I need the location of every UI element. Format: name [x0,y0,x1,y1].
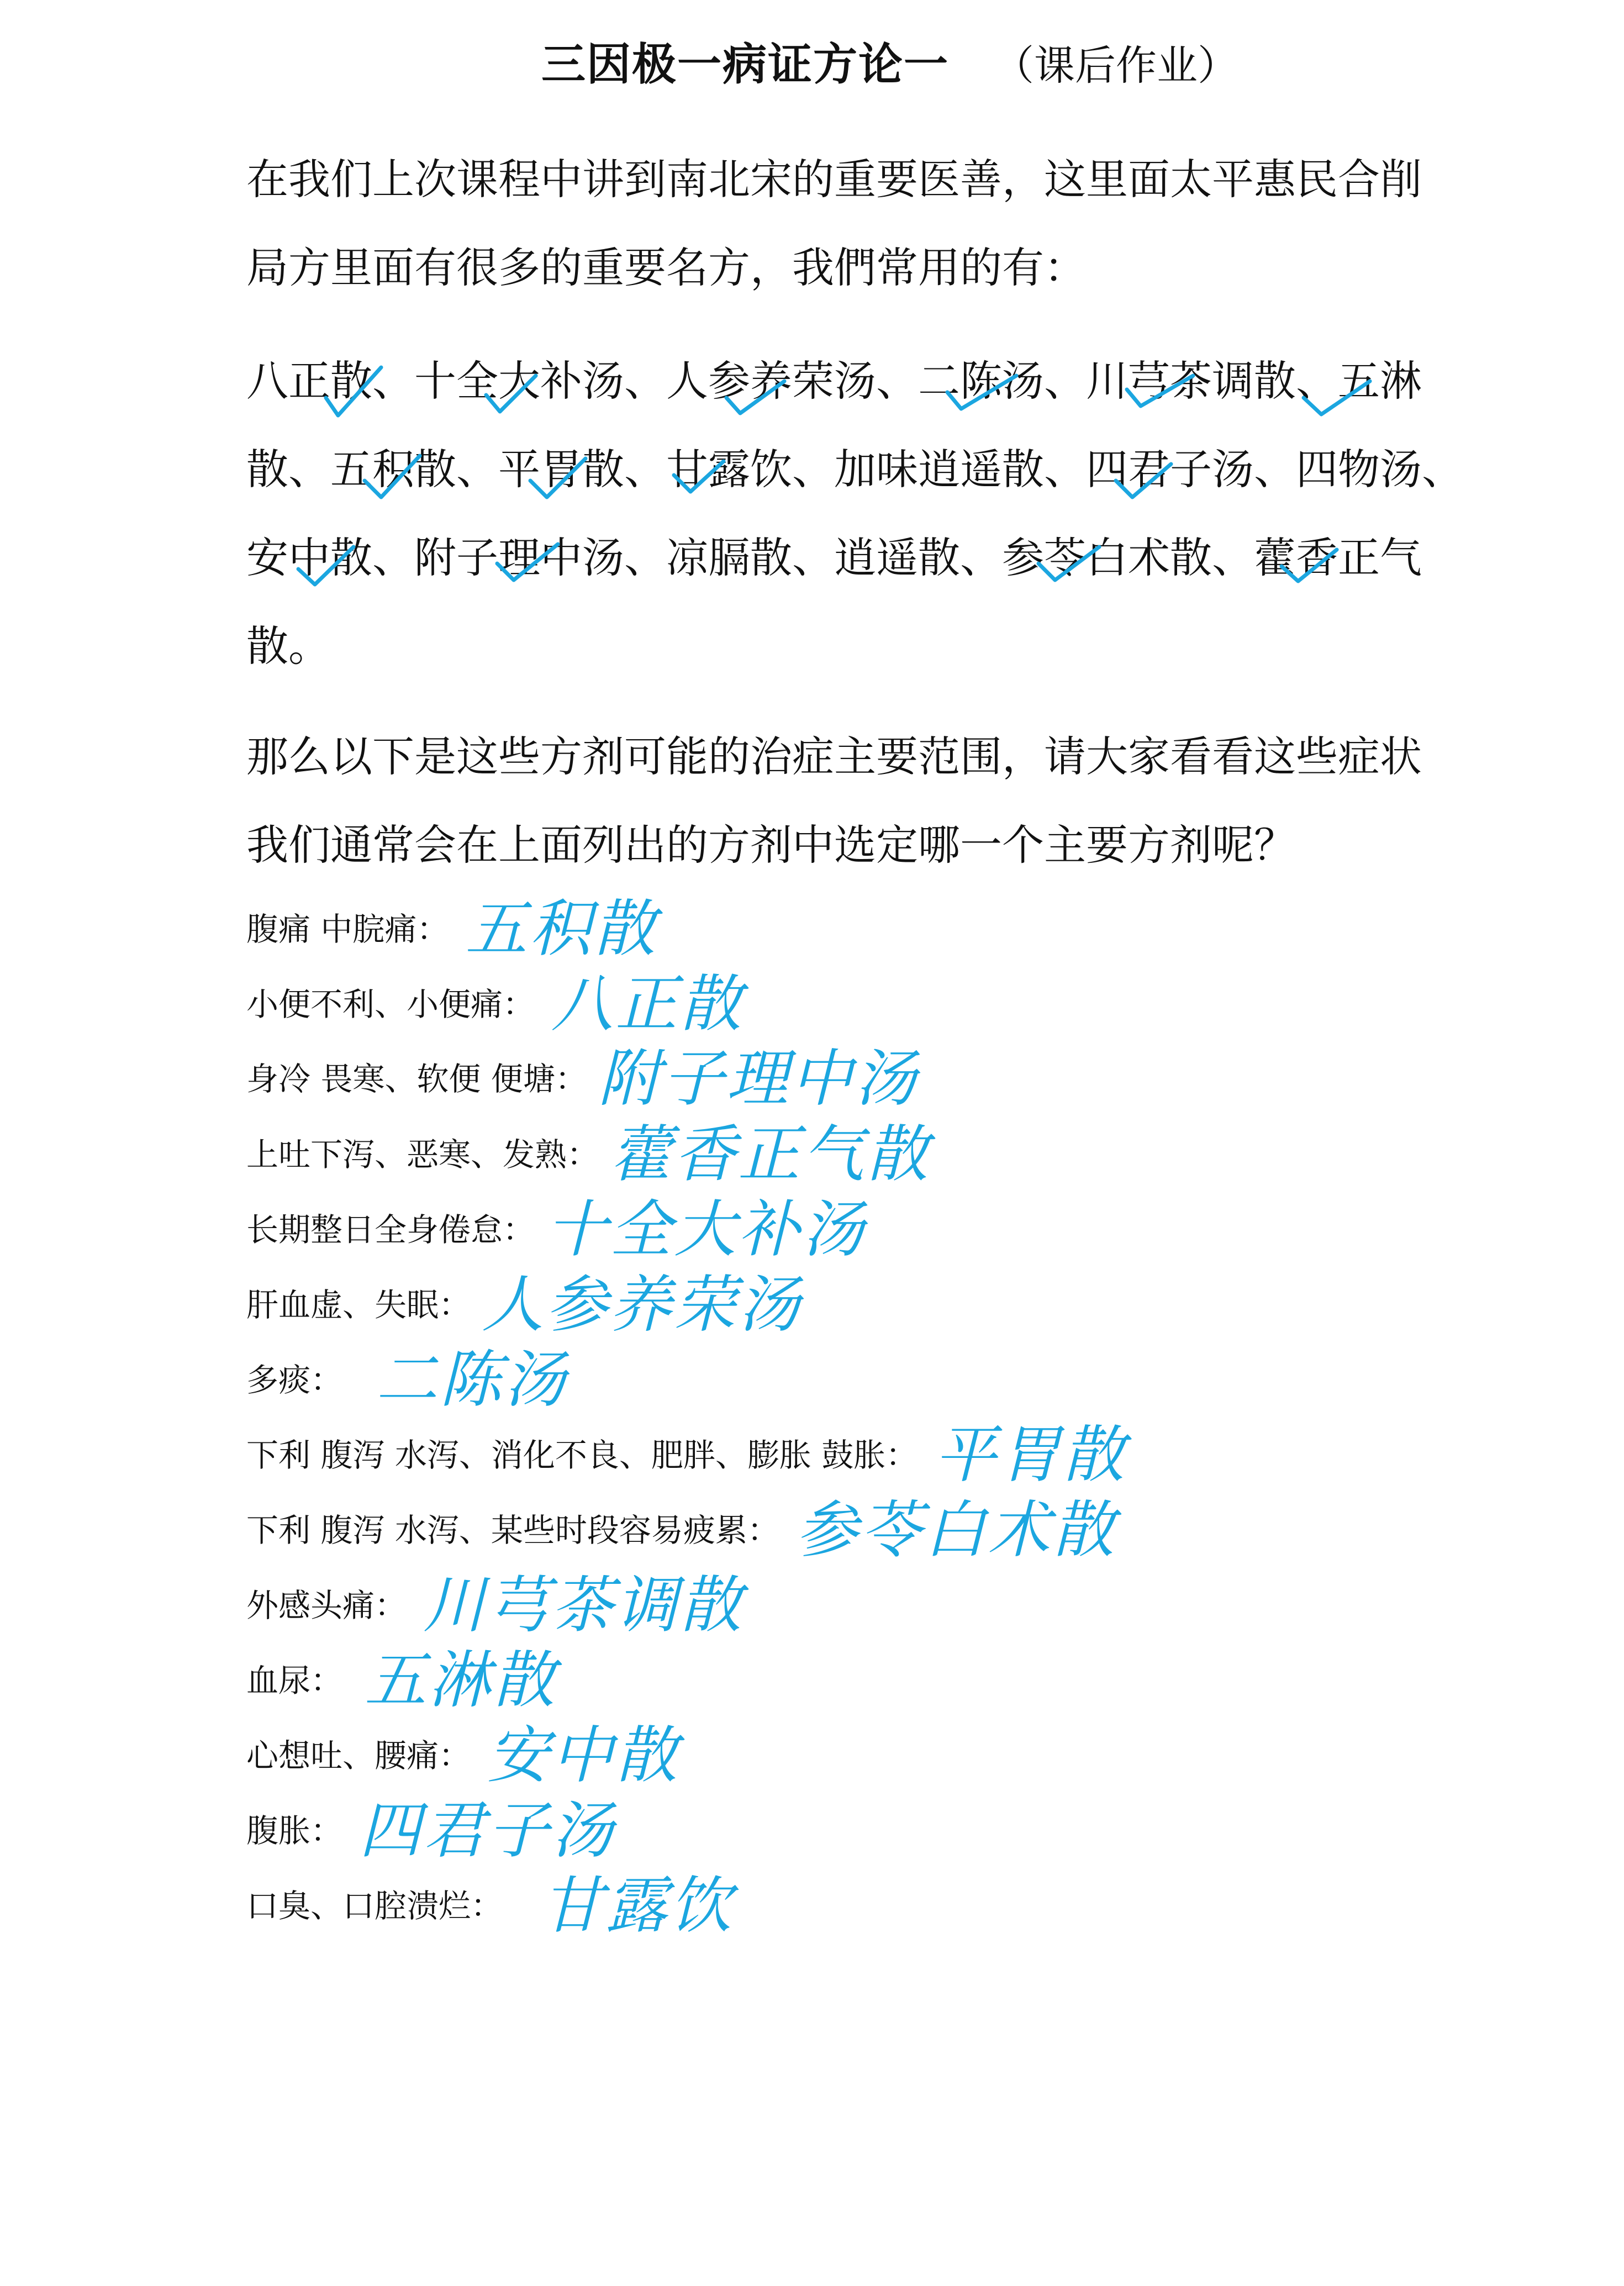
symptom-label: 腹痛 中脘痛： [246,910,449,948]
handwritten-answer: 五积散 [465,893,658,965]
handwritten-answer: 平胃散 [934,1419,1127,1491]
symptom-label: 心想吐、腰痛： [246,1737,471,1774]
symptom-label: 身冷 畏寒、软便 便塘： [246,1060,587,1098]
intro-line: 局方里面有很多的重要名方，我們常用的有： [246,243,1086,292]
formula-list-line: 八正散、十全大补汤、人参养荣汤、二陈汤、川芎茶调散、五淋 [246,356,1422,405]
handwritten-answer: 八正散 [551,968,744,1040]
qa-row [246,1043,1517,1115]
qa-row [246,1569,1517,1641]
formula-list-line: 散、五积散、平胃散、甘露饮、加味逍遥散、四君子汤、四物汤、 [246,445,1464,494]
handwritten-answer: 参苓白术散 [795,1494,1116,1566]
formula-list-line: 散。 [246,621,330,671]
symptom-label: 下利 腹泻 水泻、消化不良、肥胖、膨胀 鼓胀： [246,1436,918,1474]
handwritten-answer: 藿香正气散 [610,1119,931,1191]
symptom-label: 腹胀： [246,1812,343,1850]
symptom-label: 下利 腹泻 水泻、某些时段容易疲累： [246,1511,779,1549]
qa-row [246,1119,1517,1191]
qa-row [246,1419,1517,1491]
question-line: 我们通常会在上面列出的方剂中选定哪一个主要方剂呢？ [246,820,1296,870]
handwritten-answer: 安中散 [487,1720,680,1792]
title-subtitle: （课后作业） [993,42,1238,89]
formula-list-line: 安中散、附子理中汤、凉膈散、逍遥散、参苓白术散、藿香正气 [246,533,1422,582]
symptom-label: 口臭、口腔溃烂： [246,1887,503,1925]
question-paragraph [246,713,1422,889]
formula-list-paragraph [246,337,1464,691]
handwritten-answer: 人参养荣汤 [482,1269,803,1341]
handwritten-answer: 附子理中汤 [598,1043,919,1115]
qa-row [246,1870,1517,1942]
symptom-label: 长期整日全身倦怠： [246,1211,535,1249]
qa-row [246,1795,1517,1867]
intro-line: 在我们上次课程中讲到南北宋的重要医善，这里面太平惠民合削 [246,155,1422,204]
symptom-label: 外感头痛： [246,1587,407,1624]
intro-paragraph [246,135,1422,312]
handwritten-answer: 十全大补汤 [546,1194,867,1266]
qa-row [246,1344,1517,1416]
title-main: 三因极一病证方论一 [541,39,949,90]
qa-row [246,1494,1517,1566]
symptom-label: 上吐下泻、恶寒、发熟： [246,1136,599,1173]
symptom-label: 小便不利、小便痛： [246,986,535,1023]
qa-row [246,1645,1517,1716]
handwritten-answer: 川芎茶调散 [423,1569,744,1641]
symptom-label: 血尿： [246,1662,343,1699]
handwritten-answer: 五淋散 [365,1645,557,1716]
qa-row [246,1269,1517,1341]
page-title [541,29,1238,92]
question-line: 那么以下是这些方剂可能的治症主要范围，请大家看看这些症状 [246,732,1422,781]
symptom-label: 肝血虚、失眠： [246,1286,471,1324]
symptom-label: 多痰： [246,1361,343,1399]
qa-row [246,968,1517,1040]
qa-row [246,1194,1517,1266]
handwritten-answer: 四君子汤 [359,1795,616,1867]
qa-row [246,1720,1517,1792]
handwritten-answer: 二陈汤 [376,1344,568,1416]
handwritten-answer: 甘露饮 [541,1870,734,1942]
qa-row [246,893,1517,965]
